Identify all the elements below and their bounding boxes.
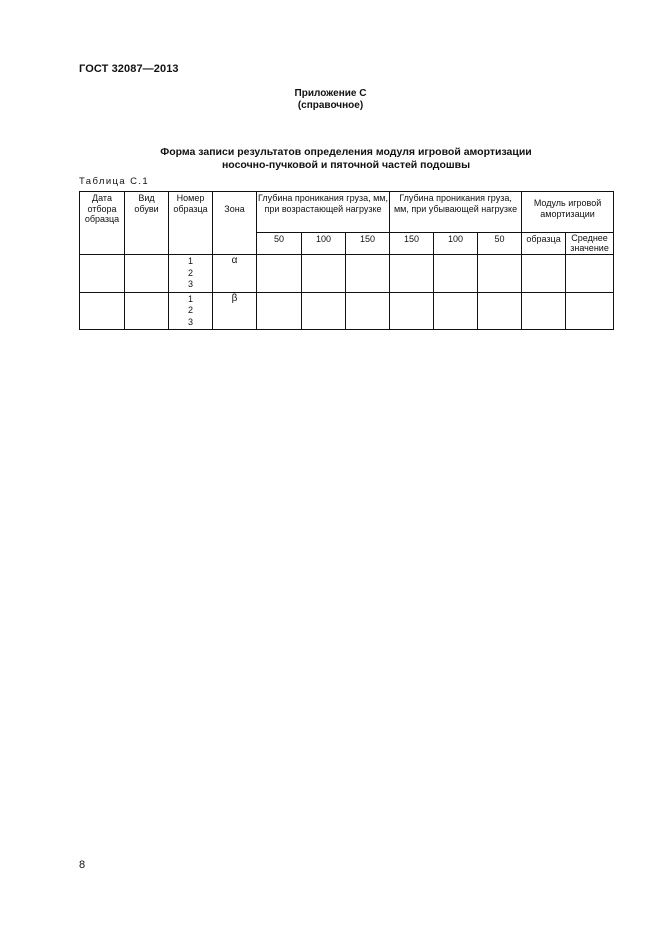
table-row xyxy=(80,292,614,330)
cell-value xyxy=(522,255,566,293)
header-depth-increasing: Глубина проникания груза, мм, при возрастающей нагрузке xyxy=(257,192,390,233)
load-decreasing-100: 100 xyxy=(434,233,478,255)
sample-number: 2 xyxy=(187,305,193,315)
cell-footwear-type xyxy=(125,292,169,330)
sample-number: 3 xyxy=(187,316,193,327)
appendix-heading xyxy=(0,88,661,112)
standard-id: ГОСТ 32087—2013 xyxy=(79,63,179,75)
load-increasing-150: 150 xyxy=(346,233,390,255)
cell-value xyxy=(434,255,478,293)
table-row xyxy=(80,255,614,293)
form-title-line-2: носочно-пучковой и пяточной частей подошвы xyxy=(221,159,471,171)
cell-zone: α xyxy=(213,255,257,293)
cell-value xyxy=(302,292,346,330)
form-title-line-1: Форма записи результатов определения модуля игровой амортизации xyxy=(160,146,532,158)
cell-zone: β xyxy=(213,292,257,330)
cell-date xyxy=(80,255,125,293)
cell-value xyxy=(566,292,614,330)
appendix-title: Приложение С xyxy=(294,88,367,99)
sample-number: 1 xyxy=(187,293,193,304)
header-modulus: Модуль игровой амортизации xyxy=(522,192,614,233)
cell-value xyxy=(478,292,522,330)
appendix-note: (справочное) xyxy=(297,100,364,111)
sample-number: 2 xyxy=(187,267,193,278)
cell-value xyxy=(257,292,302,330)
cell-value xyxy=(478,255,522,293)
header-footwear-type: Вид обуви xyxy=(125,192,169,255)
load-increasing-50: 50 xyxy=(257,233,302,255)
results-table xyxy=(79,191,614,330)
load-decreasing-150: 150 xyxy=(390,233,434,255)
cell-footwear-type xyxy=(125,255,169,293)
cell-value xyxy=(346,292,390,330)
table-label: Таблица С.1 xyxy=(79,176,150,187)
header-depth-decreasing: Глубина проникания груза, мм, при убывающей нагрузке xyxy=(390,192,522,233)
header-zone: Зона xyxy=(213,192,257,255)
cell-value xyxy=(346,255,390,293)
cell-date xyxy=(80,292,125,330)
header-row-1 xyxy=(80,192,614,233)
sample-number: 3 xyxy=(187,279,193,289)
cell-value xyxy=(302,255,346,293)
page-number: 8 xyxy=(79,859,86,871)
cell-value xyxy=(257,255,302,293)
cell-sample-numbers xyxy=(169,255,213,293)
cell-value xyxy=(390,292,434,330)
header-sample-number: Номер образца xyxy=(169,192,213,255)
form-title xyxy=(120,146,572,172)
header-modulus-sample: образца xyxy=(522,233,566,255)
cell-value xyxy=(566,255,614,293)
cell-value xyxy=(522,292,566,330)
load-decreasing-50: 50 xyxy=(478,233,522,255)
header-date: Дата отбора образца xyxy=(80,192,125,255)
cell-value xyxy=(434,292,478,330)
cell-sample-numbers xyxy=(169,292,213,330)
sample-number: 1 xyxy=(187,256,193,266)
header-modulus-mean: Среднее значение xyxy=(566,233,614,255)
load-increasing-100: 100 xyxy=(302,233,346,255)
cell-value xyxy=(390,255,434,293)
